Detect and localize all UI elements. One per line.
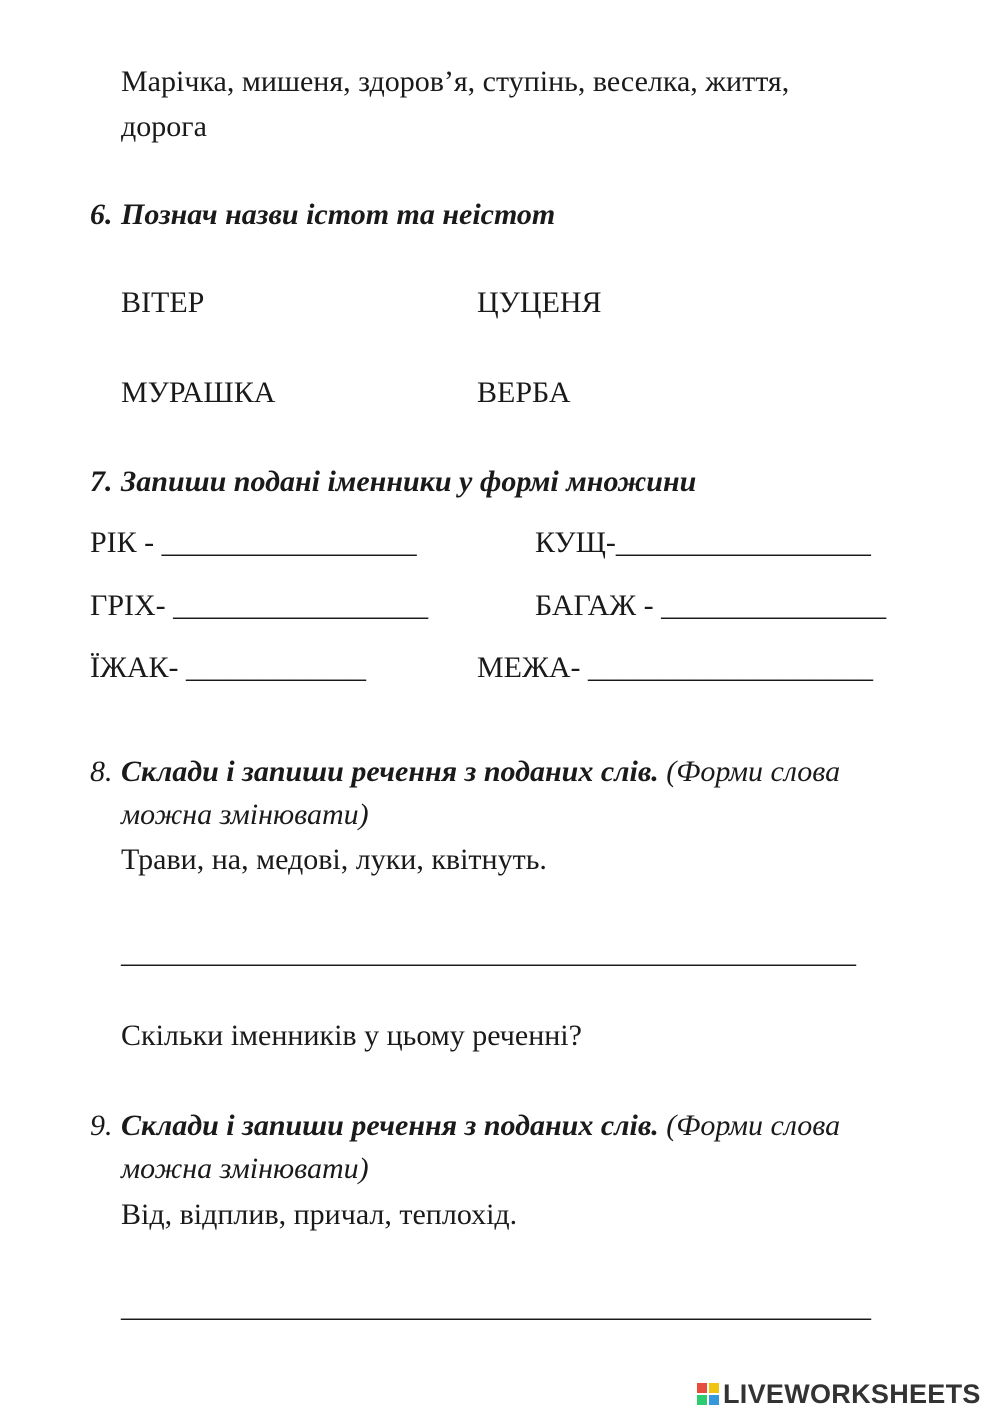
task-9-title-bold: Склади і запиши речення з поданих слів. <box>121 1109 659 1142</box>
intro-words-line-2: дорога <box>121 110 207 143</box>
liveworksheets-logo-icon <box>697 1383 719 1405</box>
task-7-answer-field[interactable]: МЕЖА- ___________________ <box>477 651 874 684</box>
task-6-number: 6. <box>90 198 113 231</box>
task-6-word[interactable]: ВІТЕР <box>121 286 205 319</box>
task-8-number: 8. <box>90 755 113 788</box>
task-7-number: 7. <box>90 465 113 498</box>
task-8-title-note: (Форми слова <box>666 755 841 788</box>
task-7-answer-field[interactable]: ЇЖАК- ____________ <box>90 651 367 684</box>
task-9-answer-line[interactable]: __________________________________________________ <box>121 1290 871 1323</box>
task-6-word[interactable]: МУРАШКА <box>121 376 276 409</box>
task-9-title-note: (Форми слова <box>666 1109 841 1142</box>
task-7-answer-field[interactable]: РІК - _________________ <box>90 526 417 559</box>
task-7-answer-field[interactable]: БАГАЖ - _______________ <box>535 589 887 622</box>
task-9-title <box>121 1111 840 1141</box>
task-9-title-note-cont: можна змінювати) <box>121 1152 369 1185</box>
task-6-word[interactable]: ВЕРБА <box>477 376 571 409</box>
logo-square <box>709 1395 719 1405</box>
task-9-number: 9. <box>90 1109 113 1142</box>
task-6-word[interactable]: ЦУЦЕНЯ <box>477 286 602 319</box>
task-7-answer-field[interactable]: ГРІХ- _________________ <box>90 589 429 622</box>
logo-square <box>697 1383 707 1393</box>
task-8-words: Трави, на, медові, луки, квітнуть. <box>121 843 547 876</box>
task-9-words: Від, відплив, причал, теплохід. <box>121 1198 518 1231</box>
task-8-title-bold: Склади і запиши речення з поданих слів. <box>121 755 659 788</box>
logo-square <box>697 1395 707 1405</box>
task-6-title: Познач назви істот та неістот <box>121 198 556 231</box>
task-8-title <box>121 757 840 787</box>
task-7-answer-field[interactable]: КУЩ-_________________ <box>535 526 871 559</box>
liveworksheets-brand: LIVEWORKSHEETS <box>723 1378 981 1409</box>
task-7-title: Запиши подані іменники у формі множини <box>121 465 697 498</box>
intro-words-line-1: Марічка, мишеня, здоров’я, ступінь, веселка, життя, <box>121 65 790 98</box>
task-8-question: Скільки іменників у цьому реченні? <box>121 1019 582 1052</box>
task-8-title-note-cont: можна змінювати) <box>121 798 369 831</box>
task-8-answer-line[interactable]: _________________________________________________ <box>121 936 856 969</box>
logo-square <box>709 1383 719 1393</box>
liveworksheets-logo <box>697 1378 981 1410</box>
